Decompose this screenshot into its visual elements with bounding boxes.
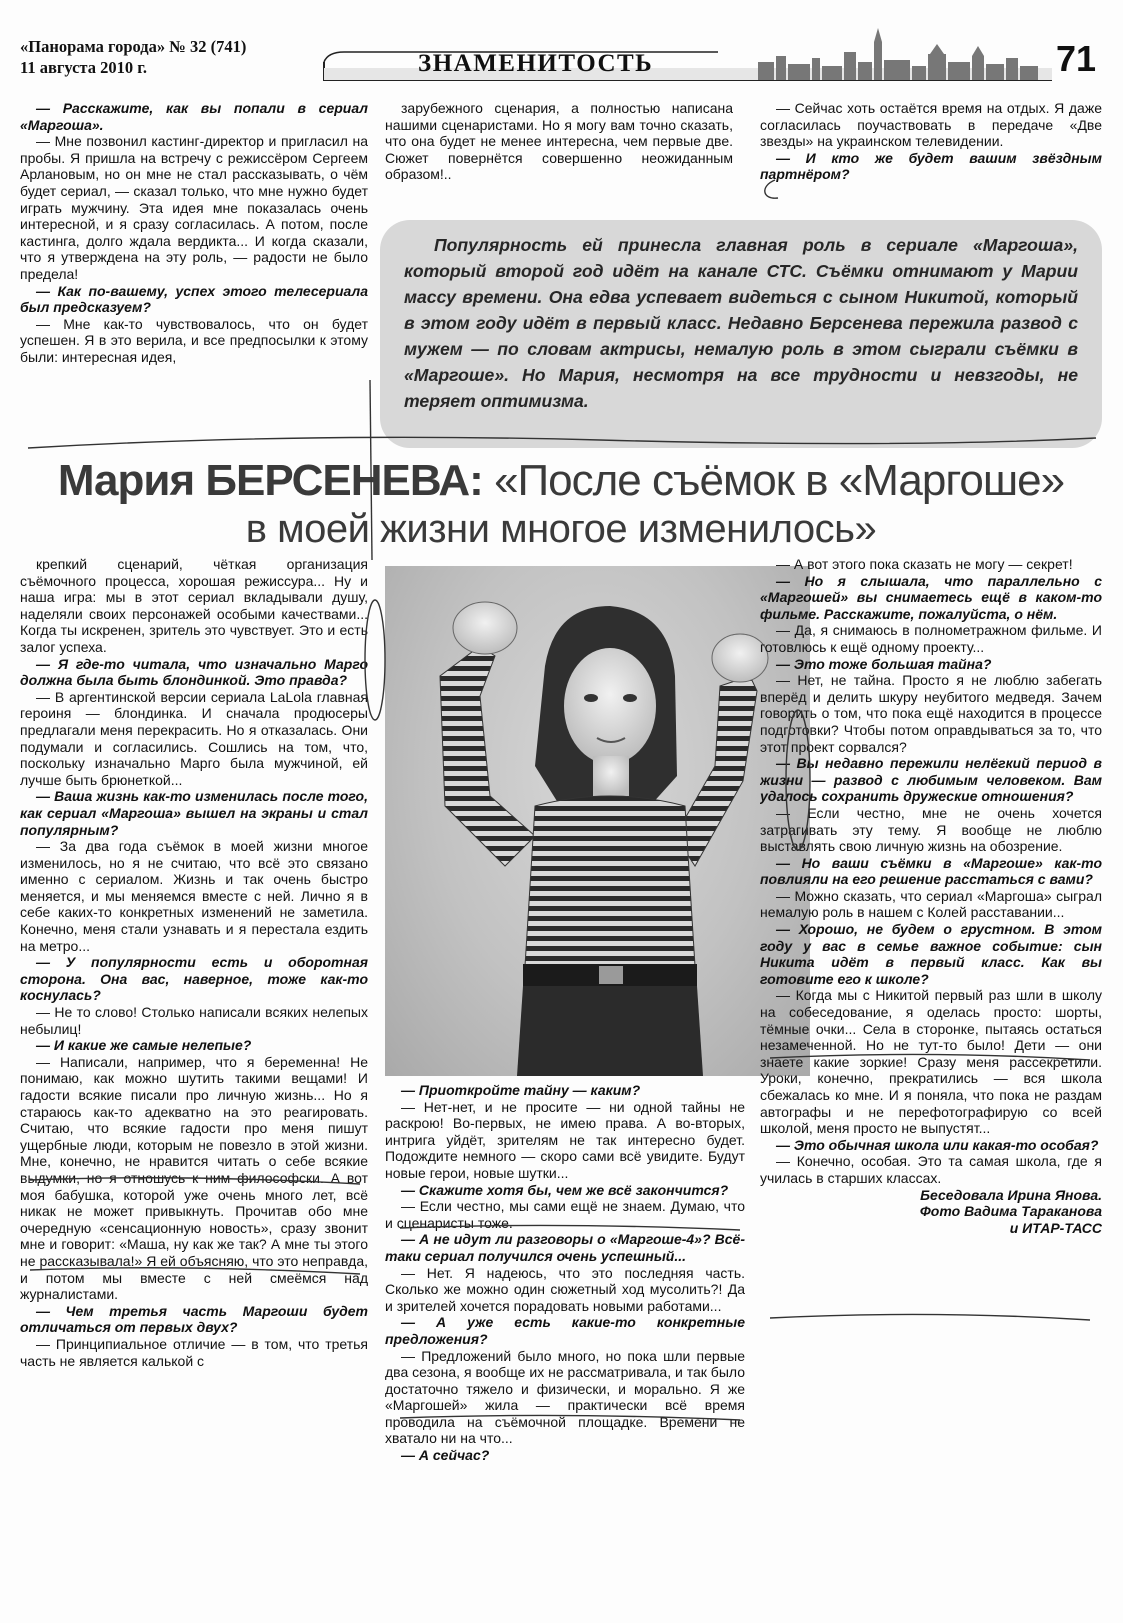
page-number: 71 [1056, 38, 1097, 79]
interview-answer: — В аргентинской версии сериала LaLola главная героиня — блондинка. И сначала продюсеры предлагали меня перекрасить. Но я отказалась. Они подумали и согласились. Сошлись на том, что, поскольку изначально Марго была мужчиной, ей лучше быть брюнеткой... [20, 688, 368, 788]
interview-question: — Это тоже большая тайна? [776, 655, 992, 672]
lead-box [380, 220, 1102, 448]
interview-answer: — Мне позвонил кастинг-директор и пригласил на пробы. Я пришла на встречу с режиссёром Сергеем Арлановым, но он мне не стал рассказывать, о чём будет сериал, — сказал только, что мне нужно будет играть мужчину. Эта идея мне показалась очень интересной, и я сразу согласилась. А потом, после кастинга, долго ждала вердикта... И когда сказали, что я утверждена на эту роль, — радости не было предела! [20, 133, 368, 282]
woman-flexing-arms-striped-top-icon [385, 566, 810, 1076]
issue-date: 11 августа 2010 г. [20, 58, 147, 77]
interview-answer: — Написали, например, что я беременна! Не понимаю, как можно шутить такими вещами! И гадости всякие писали про личную жизнь... Но я стараюсь как-то адекватно на это реагировать. Считаю, что всякие гадости про меня пишут ущербные люди, которым не повезло в этой жизни. Мне, конечно, не нравится читать о себе всякие выдумки, но я отношусь к ним философски. А вот моя бабушка, которой уже очень много лет, всё никак не может привыкнуть. Прочитав обо мне очередную «сенсационную новость», сразу звонит мне и говорит: «Маша, ну как же так? А мне ты этого не рассказывала!» Я ей объясняю, что это неправда, и потом мы вместе с ней смеёмся над журналистами. [20, 1053, 368, 1303]
headline [20, 456, 1102, 552]
interview-question: — Но ваши съёмки в «Маргоше» как-то повлияли на его решение расстаться с вами? [760, 854, 1102, 888]
interview-question: — Я где-то читала, что изначально Марго должна была быть блондинкой. Это правда? [20, 655, 368, 689]
interview-question: — У популярности есть и оборотная сторона. Она вас, наверное, тоже как-то коснулась? [20, 954, 368, 1004]
interview-answer: — Нет. Я надеюсь, что это последняя часть. Сколько же можно один сюжетный ход мусолить?! Да и зрителей хочется порадовать новыми работами... [385, 1264, 745, 1314]
interview-answer: — Нет, не тайна. Просто я не люблю забегать вперёд и делить шкуру неубитого медведя. Зачем говорить о том, что пока ещё находится в процессе подготовки? Чтобы потом оправдываться за то, что этот проект сорвался? [760, 672, 1102, 755]
interview-question: — Ваша жизнь как-то изменилась после того, как сериал «Маргоша» вышел на экраны и стал популярным? [20, 788, 368, 838]
interview-answer: — А вот этого пока сказать не могу — секрет! [776, 556, 1073, 572]
column-3-bottom [760, 556, 1102, 1616]
interview-answer: — Когда мы с Никитой первый раз шли в школу на собеседование, я оделась просто: шорты, тёмные очки... Села в сторонке, пытаясь остаться незамеченной. Но не тут-то было! Дети — они знаете какие зоркие! Сразу меня рассекретили. Уроки, конечно, прекратились — вся школа сбежалась ко мне. И я поняла, что пока не раздам автографы и не перефотографирую со всей школой, меня просто не выпустят... [760, 987, 1102, 1137]
interview-question: — А не идут ли разговоры о «Маргоше-4»? Всё-таки сериал получился очень успешный... [385, 1231, 745, 1264]
interview-question: — Скажите хотя бы, чем же всё закончится? [401, 1181, 729, 1198]
headline-name: Мария БЕРСЕНЕВА: [57, 456, 483, 505]
column-1-bottom [20, 556, 368, 1616]
interview-answer: — Сейчас хоть остаётся время на отдых. Я даже согласилась поучаствовать в передаче «Две звезды» на украинском телевидении. [760, 100, 1102, 150]
column-3-bottom-text [760, 556, 1102, 1187]
interview-answer: — Если честно, мы сами ещё не знаем. Думаю, что и сценаристы тоже. [385, 1198, 745, 1231]
interview-question: — Вы недавно пережили нелёгкий период в жизни — развод с любимым человеком. Вам удалось сохранить дружеские отношения? [760, 755, 1102, 805]
column-2-bottom [385, 1082, 745, 1616]
credit-line-3: и ИТАР-ТАСС [1009, 1219, 1102, 1236]
skyline-icon [758, 28, 1038, 80]
portrait-photo [385, 566, 810, 1076]
interview-answer: — Нет-нет, и не просите — ни одной тайны не раскрою! Во-первых, не имею права. А во-вторых, интрига уйдёт, зрителям не так интересно будет. Подождите немного — скоро сами всё увидите. Будут новые герои, новые шутки... [385, 1098, 745, 1181]
interview-answer: — Предложений было много, но пока шли первые два сезона, я вообще их не рассматривала, и так было достаточно тяжело и физически, и морально. Я же «Маргошей» жила — практически всё время проводила на съёмочной площадке. Времени не хватало ни на что... [385, 1347, 745, 1447]
headline-line-1 [20, 456, 1102, 506]
credit-line-2: Фото Вадима Тараканова [919, 1203, 1102, 1220]
paper-title: «Панорама города» № 32 (741) [20, 37, 247, 56]
interview-question: — Хорошо, не будем о грустном. В этом году у вас в семье важное событие: сын Никита идёт в первый класс. Как вы готовите его к школе? [760, 921, 1102, 987]
section-title: ЗНАМЕНИТОСТЬ [418, 50, 654, 77]
interview-question: — И кто же будет вашим звёздным партнёром? [760, 149, 1102, 183]
lead-text: Популярность ей принесла главная роль в сериале «Маргоша», который второй год идёт на канале СТС. Съёмки отнимают у Марии массу времени. Она едва успевает видеться с сыном Никитой, который в этом году идёт в первый класс. Недавно Берсенева пережила развод с мужем — по словам актрисы, немалую роль в этом сыграли съёмки в «Маргоше». Но Мария, несмотря на все трудности и невзгоды, не теряет оптимизма. [404, 235, 1078, 411]
interview-question: — Чем третья часть Маргоши будет отличаться от первых двух? [20, 1302, 368, 1336]
interview-question: — И какие же самые нелепые? [36, 1037, 252, 1054]
interview-answer: — Принципиальное отличие — в том, что третья часть не является калькой с [20, 1335, 368, 1369]
interview-question: — А уже есть какие-то конкретные предложения? [385, 1314, 745, 1347]
column-3-top [760, 100, 1102, 214]
headline-quote-1: «После съёмок в «Маргоше» [494, 456, 1065, 505]
masthead [20, 36, 310, 78]
interview-answer: зарубежного сценария, а полностью написана нашими сценаристами. Но я могу вам точно сказать, что она будет не менее интересна, чем первые две. Сюжет повернётся совершенно неожиданным образом!.. [385, 100, 733, 183]
column-1-top [20, 100, 368, 436]
headline-quote-2: в моей жизни многое изменилось» [245, 507, 877, 551]
interview-question: — Расскажите, как вы попали в сериал «Маргоша». [20, 100, 368, 133]
interview-answer: — Мне как-то чувствовалось, что он будет успешен. Я в это верила, и все предпосылки к этому были: интересная идея, [20, 315, 368, 365]
interview-answer: — Можно сказать, что сериал «Маргоша» сыграл немалую роль в нашем с Колей расставании... [760, 887, 1102, 921]
interview-question: — А сейчас? [401, 1447, 490, 1464]
interview-answer: — За два года съёмок в моей жизни многое изменилось, но я не считаю, что всё это связано именно с сериалом. Жизнь и так очень быстро меняется, и мы меняемся вместе с ней. Лично я в себе каких-то конкретных изменений не заметила. Конечно, меня стали узнавать и я перестала ездить на метро... [20, 838, 368, 954]
interview-question: — Но я слышала, что параллельно с «Маргошей» вы снимаетесь ещё в каком-то фильме. Расскажите, пожалуйста, о нём. [760, 572, 1102, 622]
interview-question: — Это обычная школа или какая-то особая? [776, 1136, 1099, 1153]
interview-question: — Приоткройте тайну — каким? [401, 1082, 641, 1098]
interview-answer: — Если честно, мне не очень хочется затрагивать эту тему. Я вообще не люблю выставлять свою личную жизнь на обозрение. [760, 804, 1102, 855]
interview-answer: — Не то слово! Столько написали всяких нелепых небылиц! [20, 1004, 368, 1037]
interview-question: — Как по-вашему, успех этого телесериала был предсказуем? [20, 282, 368, 316]
credit-line-1: Беседовала Ирина Янова. [920, 1186, 1102, 1203]
interview-answer: крепкий сценарий, чёткая организация съёмочного процесса, хорошая режиссура... Ну и наша игра: мы в этот сериал вкладывали душу, наделяли своих персонажей особыми качествами... Когда ты искренен, зритель это чувствует. Это и есть залог успеха. [20, 556, 368, 655]
interview-answer: — Да, я снимаюсь в полнометражном фильме. И готовлюсь к ещё одному проекту... [760, 622, 1102, 655]
interview-answer: — Конечно, особая. Это та самая школа, где я училась в старших классах. [760, 1153, 1102, 1186]
column-2-top [385, 100, 733, 214]
